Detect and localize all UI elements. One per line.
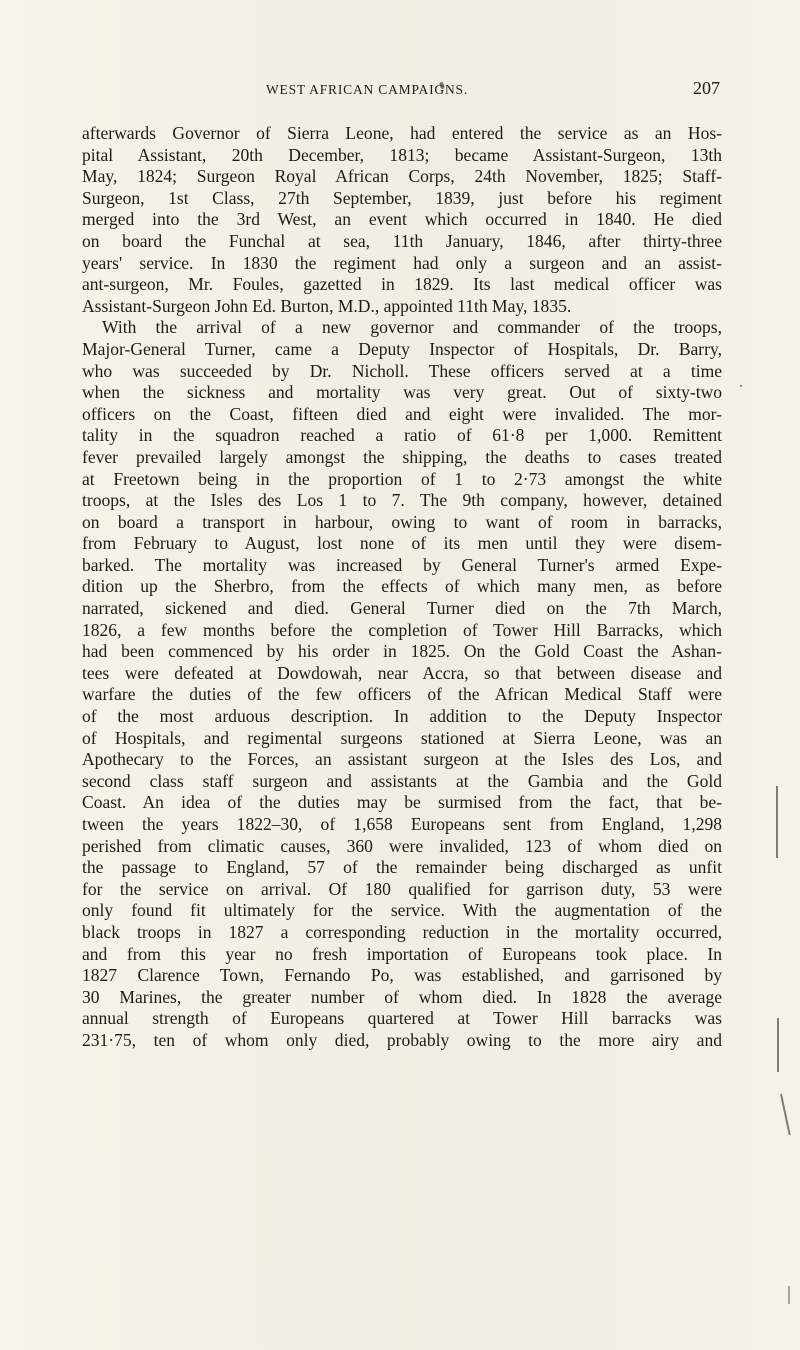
- page-header: [0, 78, 800, 106]
- text-line: With the arrival of a new governor and commander of the troops,: [102, 317, 722, 338]
- running-head: WEST AFRICAN CAMPAIGNS.: [266, 82, 469, 97]
- text-line: Surgeon, 1st Class, 27th September, 1839, just before his regiment: [82, 187, 722, 208]
- text-line: 30 Marines, the greater number of whom died. In 1828 the average: [82, 986, 722, 1007]
- text-line: pital Assistant, 20th December, 1813; became Assistant-Surgeon, 13th: [82, 144, 722, 165]
- text-line: Coast. An idea of the duties may be surmised from the fact, that be-: [82, 792, 722, 813]
- text-line: 1826, a few months before the completion of Tower Hill Barracks, which: [82, 619, 722, 640]
- text-line: from February to August, lost none of its men until they were disem-: [82, 533, 722, 554]
- margin-mark: [780, 1094, 791, 1135]
- text-line: years' service. In 1830 the regiment had only a surgeon and an assist-: [82, 252, 722, 273]
- text-line: Assistant-Surgeon John Ed. Burton, M.D., appointed 11th May, 1835.: [82, 295, 572, 316]
- text-line: troops, at the Isles des Los 1 to 7. The 9th company, however, detained: [82, 490, 722, 511]
- text-line: 1827 Clarence Town, Fernando Po, was established, and garrisoned by: [82, 965, 722, 986]
- text-line: tees were defeated at Dowdowah, near Accra, so that between disease and: [82, 662, 722, 683]
- text-line: black troops in 1827 a corresponding reduction in the mortality occurred,: [82, 921, 722, 942]
- text-line: had been commenced by his order in 1825. On the Gold Coast the Ashan-: [82, 641, 722, 662]
- margin-mark: [777, 1018, 779, 1072]
- margin-mark: [776, 786, 778, 858]
- text-line: who was succeeded by Dr. Nicholl. These officers served at a time: [82, 360, 722, 381]
- text-line: fever prevailed largely amongst the shipping, the deaths to cases treated: [82, 446, 722, 467]
- text-line: the passage to England, 57 of the remainder being discharged as unfit: [82, 857, 722, 878]
- text-line: tality in the squadron reached a ratio of 61·8 per 1,000. Remittent: [82, 425, 722, 446]
- text-line: officers on the Coast, fifteen died and eight were invalided. The mor-: [82, 403, 722, 424]
- text-line: annual strength of Europeans quartered at Tower Hill barracks was: [82, 1008, 722, 1029]
- text-line: May, 1824; Surgeon Royal African Corps, 24th November, 1825; Staff-: [82, 166, 722, 187]
- text-line: 231·75, ten of whom only died, probably owing to the more airy and: [82, 1029, 722, 1050]
- text-line: of Hospitals, and regimental surgeons stationed at Sierra Leone, was an: [82, 727, 722, 748]
- text-line: on board the Funchal at sea, 11th January, 1846, after thirty-three: [82, 230, 722, 251]
- page-number: 207: [693, 78, 720, 98]
- text-line: Major-General Turner, came a Deputy Inspector of Hospitals, Dr. Barry,: [82, 338, 722, 359]
- text-line: second class staff surgeon and assistants at the Gambia and the Gold: [82, 770, 722, 791]
- text-line: when the sickness and mortality was very great. Out of sixty-two: [82, 382, 722, 403]
- text-line: Apothecary to the Forces, an assistant surgeon at the Isles des Los, and: [82, 749, 722, 770]
- text-line: at Freetown being in the proportion of 1 to 2·73 amongst the white: [82, 468, 722, 489]
- text-line: ant-surgeon, Mr. Foules, gazetted in 1829. Its last medical officer was: [82, 274, 722, 295]
- ink-speck: [740, 385, 742, 387]
- text-line: barked. The mortality was increased by General Turner's armed Expe-: [82, 554, 722, 575]
- text-line: on board a transport in harbour, owing to want of room in barracks,: [82, 511, 722, 532]
- margin-mark: [788, 1286, 790, 1304]
- text-line: tween the years 1822–30, of 1,658 Europeans sent from England, 1,298: [82, 814, 722, 834]
- text-line: merged into the 3rd West, an event which occurred in 1840. He died: [82, 209, 722, 230]
- body-text: [82, 123, 722, 1052]
- text-line: of the most arduous description. In addition to the Deputy Inspector: [82, 706, 722, 727]
- text-line: dition up the Sherbro, from the effects of which many men, as before: [82, 576, 722, 597]
- text-line: only found fit ultimately for the service. With the augmentation of the: [82, 900, 722, 921]
- text-line: afterwards Governor of Sierra Leone, had entered the service as an Hos-: [82, 123, 722, 143]
- text-line: for the service on arrival. Of 180 qualified for garrison duty, 53 were: [82, 878, 722, 899]
- text-line: narrated, sickened and died. General Turner died on the 7th March,: [82, 598, 722, 619]
- text-line: and from this year no fresh importation of Europeans took place. In: [82, 943, 722, 964]
- text-line: warfare the duties of the few officers of the African Medical Staff were: [82, 684, 722, 705]
- text-line: perished from climatic causes, 360 were invalided, 123 of whom died on: [82, 835, 722, 856]
